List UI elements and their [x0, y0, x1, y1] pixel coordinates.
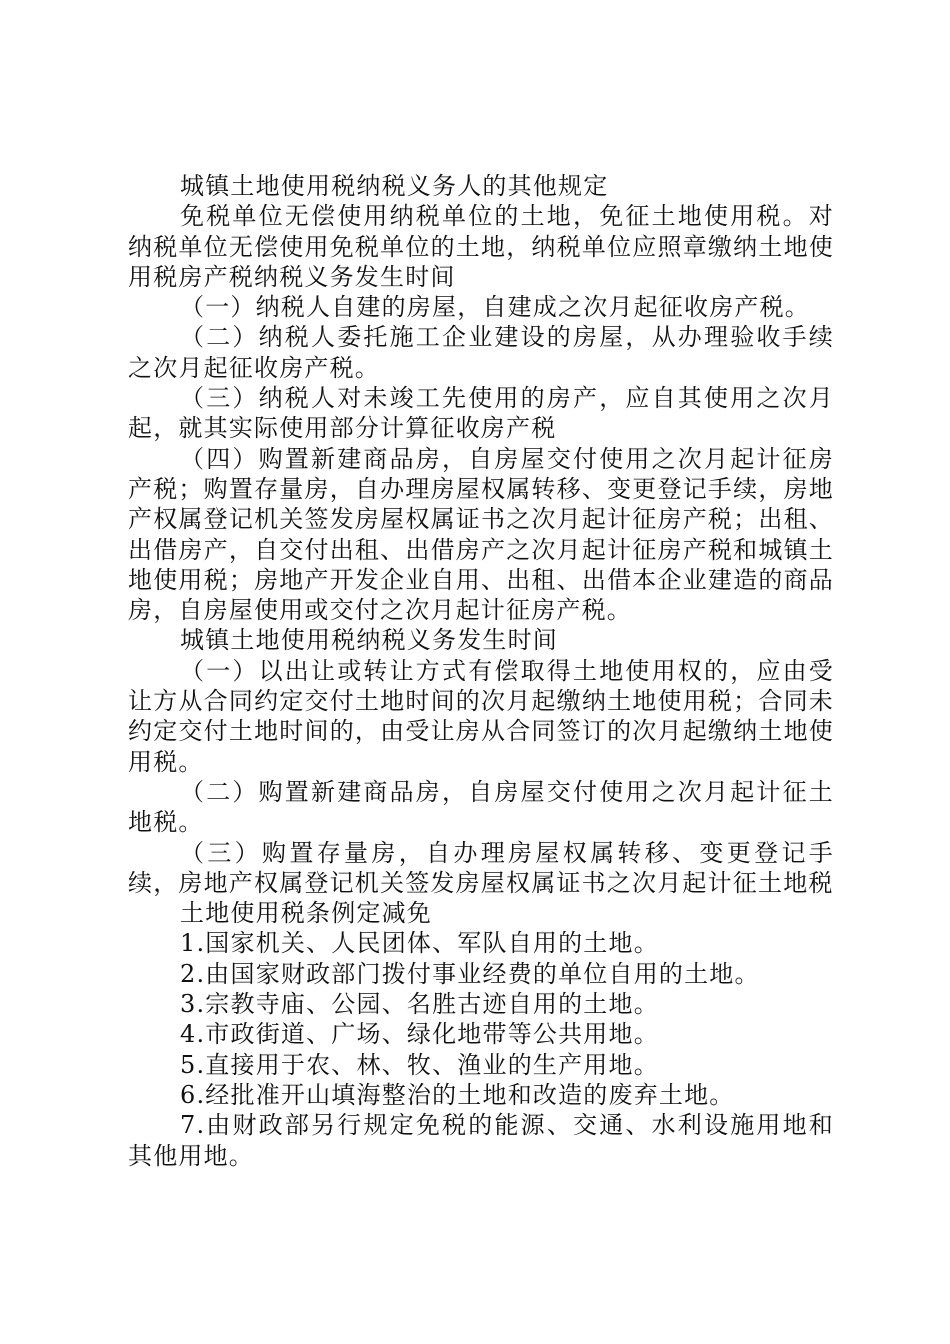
- list-item-property-tax-3: （三）纳税人对未竣工先使用的房产，应自其使用之次月起，就其实际使用部分计算征收房产税: [128, 384, 834, 443]
- exemption-item-3: 3.宗教寺庙、公园、名胜古迹自用的土地。: [180, 990, 659, 1019]
- list-item-land-tax-1: （一）以出让或转让方式有偿取得土地使用权的，应由受让方从合同约定交付土地时间的次月起缴纳土地使用税；合同未约定交付土地时间的，由受让房从合同签订的次月起缴纳土地使用税。: [128, 656, 834, 776]
- exemption-item-5: 5.直接用于农、林、牧、渔业的生产用地。: [180, 1050, 659, 1079]
- exemption-item-4: 4.市政街道、广场、绿化地带等公共用地。: [180, 1020, 659, 1049]
- list-item-property-tax-4: （四）购置新建商品房，自房屋交付使用之次月起计征房产税；购置存量房，自办理房屋权属转移、变更登记手续，房地产权属登记机关签发房屋权属证书之次月起计征房产税；出租、出借房产，自交付出租、出借房产之次月起计征房产税和城镇土地使用税；房地产开发企业自用、出租、出借本企业建造的商品房，自房屋使用或交付之次月起计征房产税。: [128, 444, 834, 625]
- exemption-item-1: 1.国家机关、人民团体、军队自用的土地。: [180, 929, 659, 958]
- list-item-land-tax-3: （三）购置存量房，自办理房屋权属转移、变更登记手续，房地产权属登记机关签发房屋权属证书之次月起计征土地税: [128, 838, 834, 897]
- exemption-item-7: 7.由财政部另行规定免税的能源、交通、水利设施用地和其他用地。: [128, 1111, 834, 1170]
- exemption-item-2: 2.由国家财政部门拨付事业经费的单位自用的土地。: [180, 959, 760, 988]
- section-heading-land-tax-timing: 城镇土地使用税纳税义务发生时间: [180, 626, 558, 655]
- exemption-item-6: 6.经批准开山填海整治的土地和改造的废弃土地。: [180, 1080, 735, 1109]
- paragraph-exempt-units: 免税单位无偿使用纳税单位的土地，免征土地使用税。对纳税单位无偿使用免税单位的土地，纳税单位应照章缴纳土地使用税房产税纳税义务发生时间: [128, 202, 834, 291]
- list-item-property-tax-1: （一）纳税人自建的房屋，自建成之次月起征收房产税。: [180, 293, 810, 322]
- document-body: [128, 171, 834, 1171]
- list-item-land-tax-2: （二）购置新建商品房，自房屋交付使用之次月起计征土地税。: [128, 777, 834, 837]
- section-heading-exemptions: 土地使用税条例定减免: [180, 899, 432, 928]
- section-heading-land-tax-other-rules: 城镇土地使用税纳税义务人的其他规定: [180, 172, 609, 200]
- list-item-property-tax-2: （二）纳税人委托施工企业建设的房屋，从办理验收手续之次月起征收房产税。: [128, 323, 834, 382]
